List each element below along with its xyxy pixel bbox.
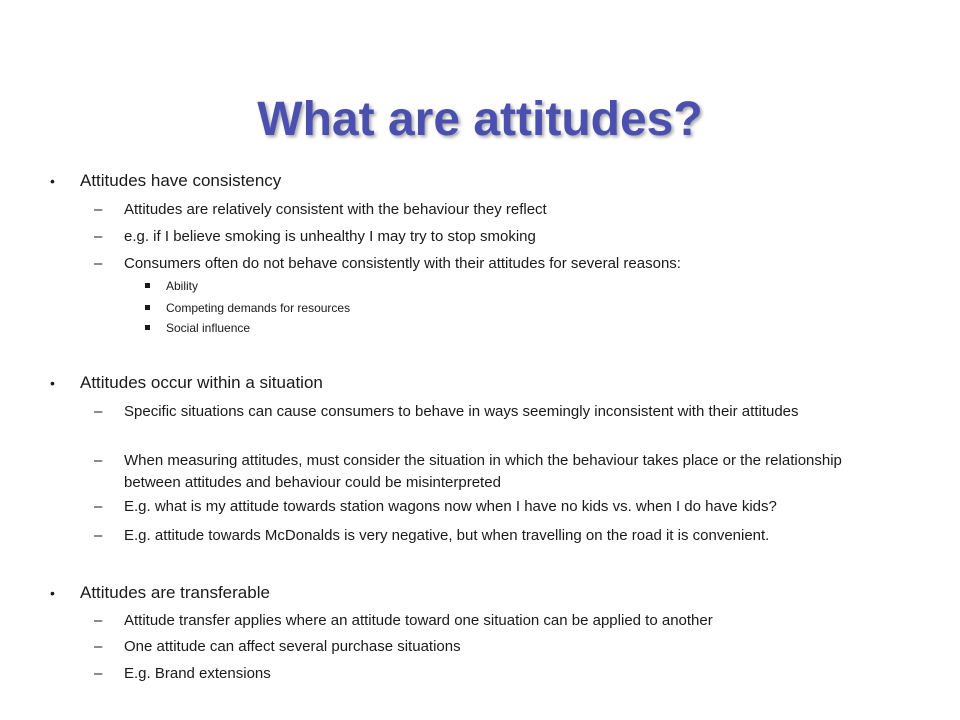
- dash-marker: –: [94, 228, 103, 245]
- bullet-marker: •: [50, 375, 55, 391]
- bullet-marker: •: [50, 585, 55, 601]
- point-text: One attitude can affect several purchase situations: [124, 638, 461, 655]
- point-text: Attitudes are relatively consistent with the behaviour they reflect: [124, 201, 547, 218]
- reason-text: Social influence: [166, 321, 251, 335]
- square-bullet-icon: [145, 305, 150, 310]
- sub-point: [94, 450, 872, 494]
- sub-point: [94, 496, 924, 518]
- point-text: Consumers often do not behave consistently with their attitudes for several reasons:: [124, 255, 681, 272]
- dash-marker: –: [94, 403, 103, 420]
- bullet-heading: [50, 583, 880, 603]
- bullet-heading: [50, 373, 880, 393]
- sub-point: [94, 253, 884, 275]
- sub-point: [94, 636, 884, 658]
- heading-text: Attitudes have consistency: [80, 171, 282, 190]
- bullet-heading: [50, 171, 880, 191]
- sub-point: [94, 663, 884, 685]
- point-text: When measuring attitudes, must consider the situation in which the behaviour takes place or the relationship between attitudes and behaviour could be misinterpreted: [124, 452, 842, 491]
- reason-text: Ability: [166, 279, 199, 293]
- dash-marker: –: [94, 255, 103, 272]
- square-bullet-icon: [145, 283, 150, 288]
- reason-item: [166, 320, 866, 336]
- reason-text: Competing demands for resources: [166, 301, 351, 315]
- bullet-marker: •: [50, 173, 55, 189]
- dash-marker: –: [94, 201, 103, 218]
- dash-marker: –: [94, 612, 103, 629]
- square-bullet-icon: [145, 325, 150, 330]
- slide-title: What are attitudes?: [257, 93, 703, 147]
- heading-text: Attitudes occur within a situation: [80, 373, 323, 392]
- reason-item: [166, 278, 866, 294]
- dash-marker: –: [94, 498, 103, 515]
- point-text: E.g. attitude towards McDonalds is very negative, but when travelling on the road it is convenient.: [124, 527, 770, 544]
- heading-text: Attitudes are transferable: [80, 583, 270, 602]
- point-text: Attitude transfer applies where an attitude toward one situation can be applied to another: [124, 612, 713, 629]
- reason-item: [166, 300, 866, 316]
- point-text: Specific situations can cause consumers to behave in ways seemingly inconsistent with their attitudes: [124, 403, 799, 420]
- dash-marker: –: [94, 665, 103, 682]
- sub-point: [94, 199, 884, 221]
- point-text: E.g. Brand extensions: [124, 665, 271, 682]
- point-text: e.g. if I believe smoking is unhealthy I may try to stop smoking: [124, 228, 536, 245]
- sub-point: [94, 401, 844, 423]
- sub-point: [94, 610, 924, 632]
- sub-point: [94, 525, 934, 547]
- sub-point: [94, 226, 884, 248]
- point-text: E.g. what is my attitude towards station wagons now when I have no kids vs. when I do have kids?: [124, 498, 777, 515]
- dash-marker: –: [94, 527, 103, 544]
- dash-marker: –: [94, 452, 103, 469]
- dash-marker: –: [94, 638, 103, 655]
